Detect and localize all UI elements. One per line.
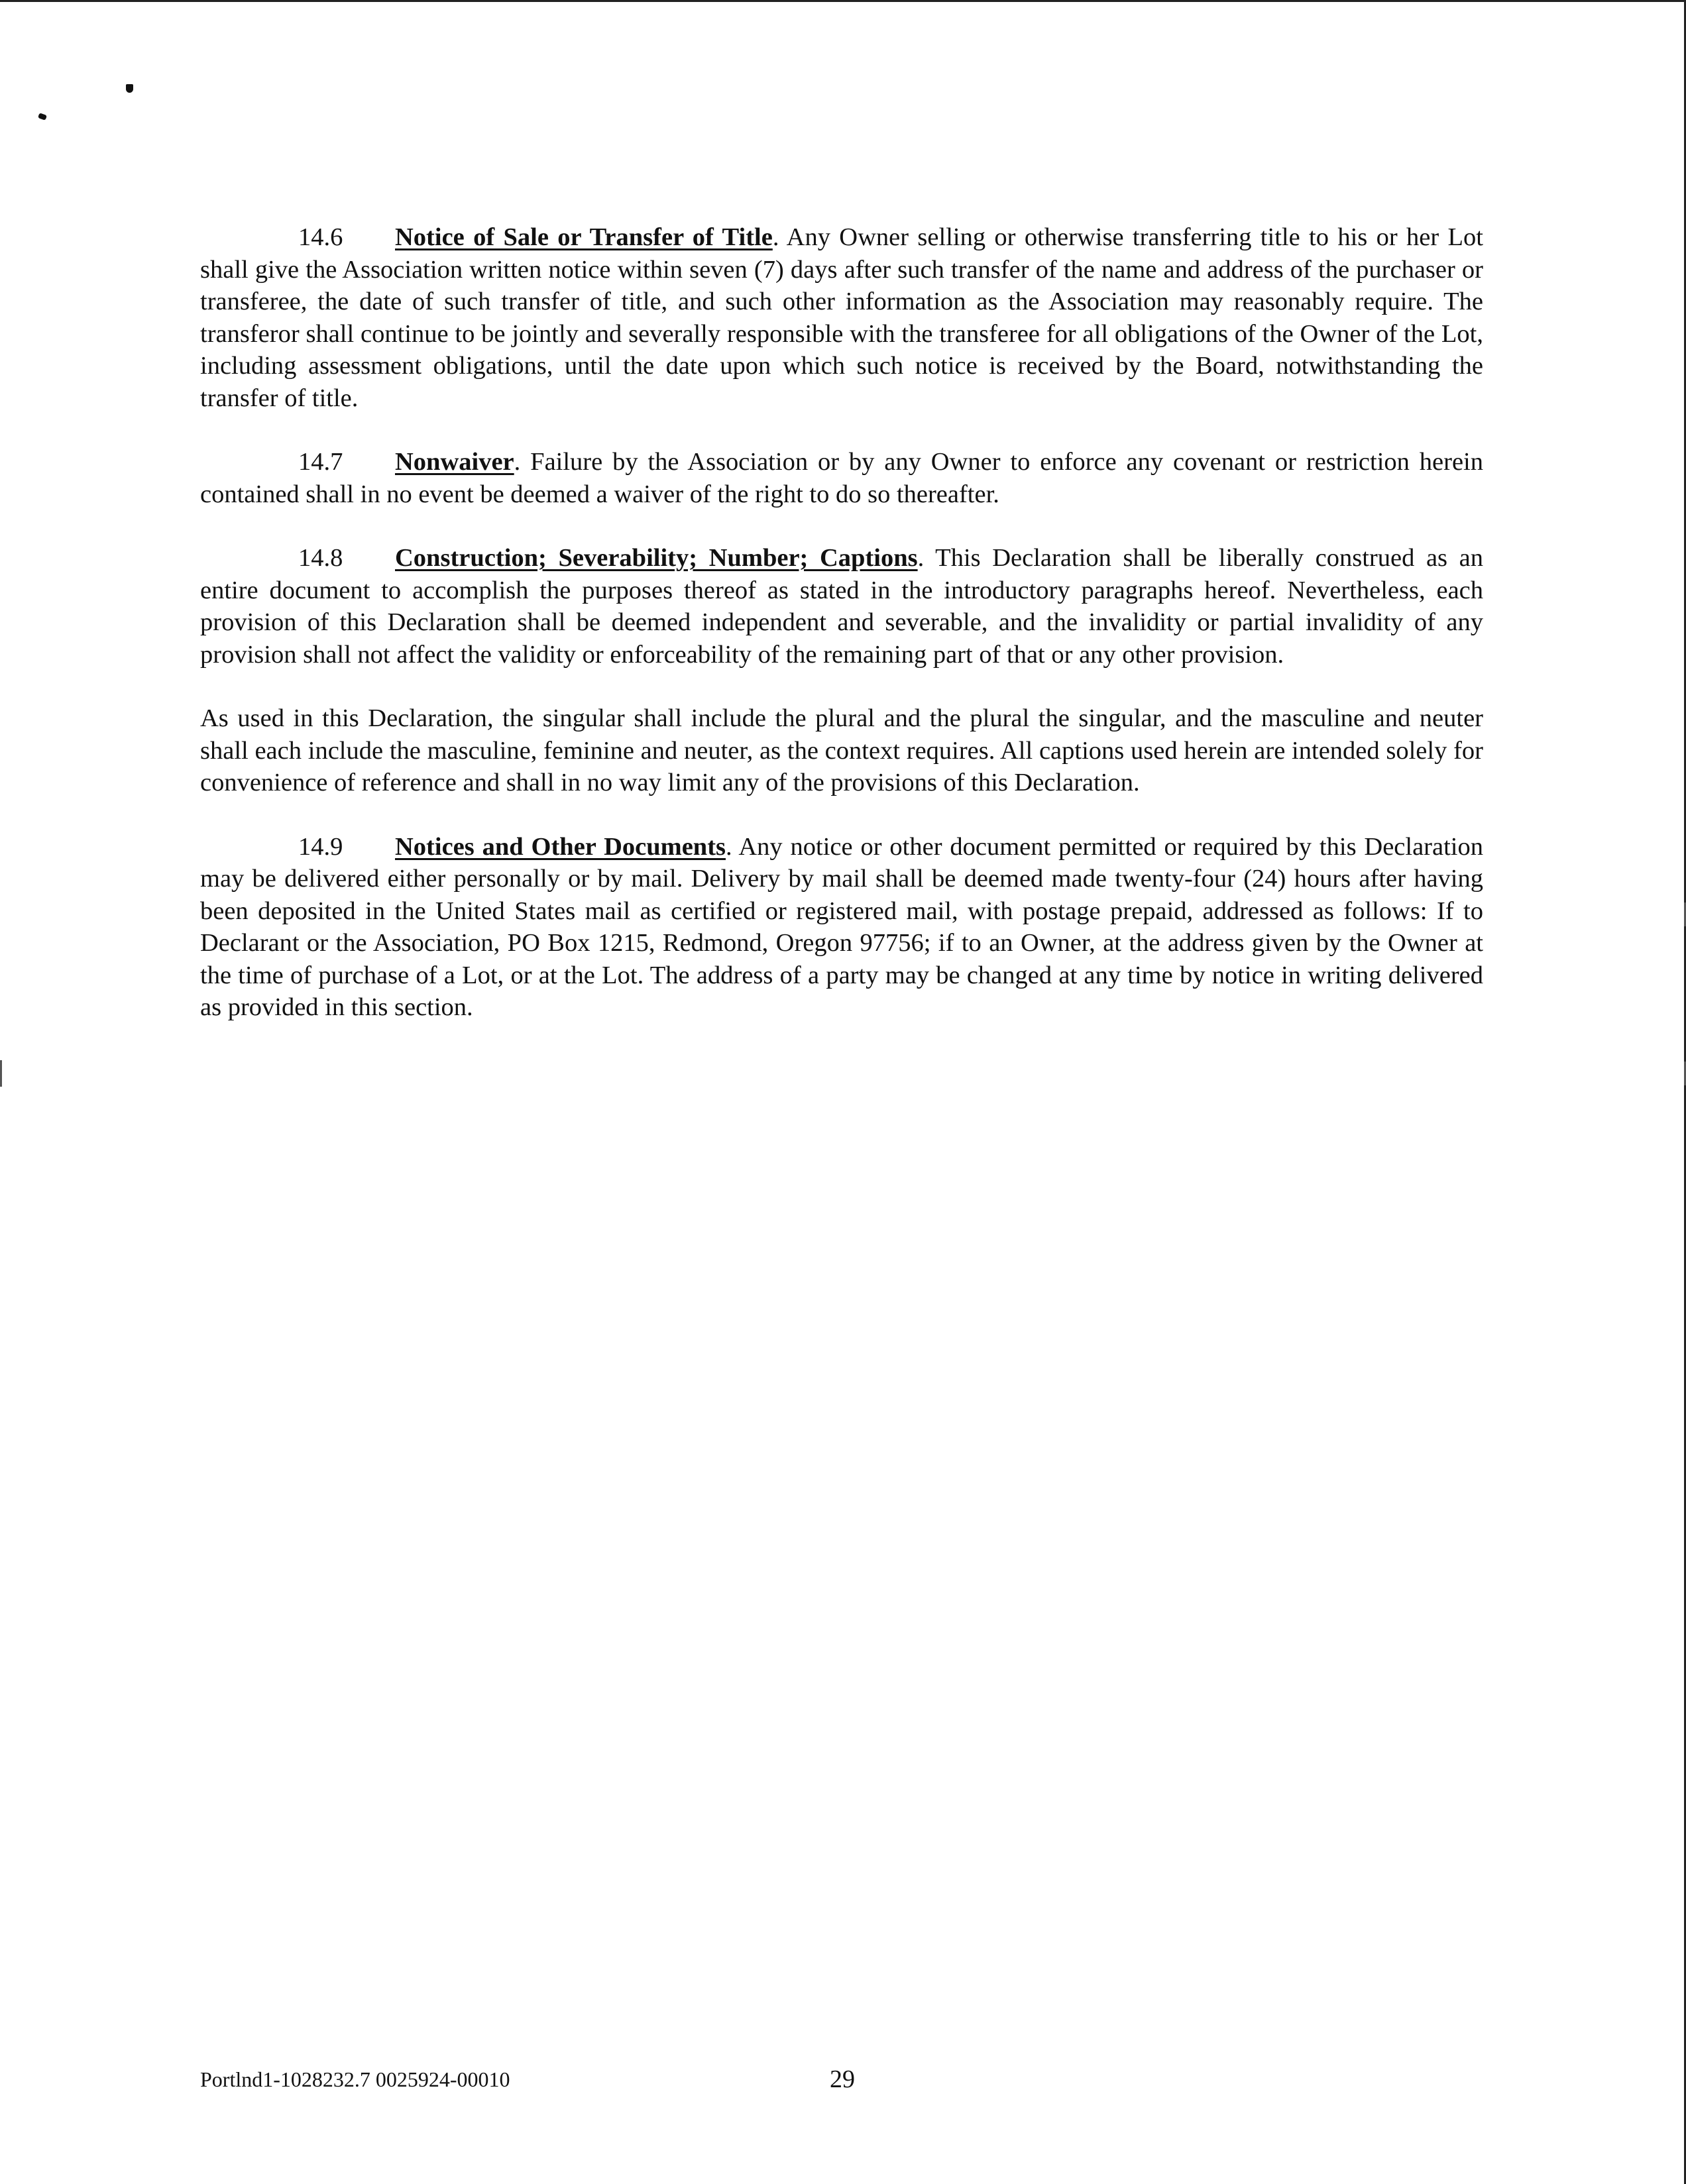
section-number: 14.7 (298, 448, 343, 476)
section-heading: Notices and Other Documents (395, 832, 726, 861)
section-heading: Construction; Severability; Number; Captions (395, 544, 918, 572)
document-body (200, 221, 1483, 1056)
section-14-6 (200, 221, 1483, 414)
section-14-8-continuation (200, 702, 1483, 799)
section-heading: Nonwaiver (395, 448, 514, 476)
section-text: . Any Owner selling or otherwise transferring title to his or her Lot shall give the Association written notice within seven (7) days after such transfer of the name and address of the purchaser or transferee, the date of such transfer of title, and such other information as the Association may reasonably require. The transferor shall continue to be jointly and severally responsible with the transferee for all obligations of the Owner of the Lot, including assessment obligations, until the date upon which such notice is received by the Board, notwithstanding the transfer of title. (200, 223, 1483, 412)
section-number: 14.8 (298, 544, 343, 572)
section-text: As used in this Declaration, the singular shall include the plural and the plural the singular, and the masculine and neuter shall each include the masculine, feminine and neuter, as the context requires. All captions used herein are intended solely for convenience of reference and shall in no way limit any of the provisions of this Declaration. (200, 704, 1483, 796)
edge-tick-mark (0, 1060, 2, 1087)
footer-page-number: 29 (830, 2065, 855, 2093)
section-heading: Notice of Sale or Transfer of Title (395, 223, 773, 251)
section-text: . Failure by the Association or by any Owner to enforce any covenant or restriction herein contained shall in no event be deemed a waiver of the right to do so thereafter. (200, 448, 1483, 508)
section-text: . Any notice or other document permitted or required by this Declaration may be delivered either personally or by mail. Delivery by mail shall be deemed made twenty-four (24) hours after having been deposited in the United States mail as certified or registered mail, with postage prepaid, addressed as follows: If to Declarant or the Association, PO Box 1215, Redmond, Oregon 97756; if to an Owner, at the address given by the Owner at the time of purchase of a Lot, or at the Lot. The address of a party may be changed at any time by notice in writing delivered as provided in this section. (200, 832, 1483, 1021)
section-number: 14.6 (298, 223, 343, 251)
scan-speck-mark (38, 113, 47, 121)
section-14-9 (200, 831, 1483, 1024)
footer-document-id: Portlnd1-1028232.7 0025924-00010 (200, 2067, 510, 2091)
page-border-top (0, 0, 1686, 2)
section-number: 14.9 (298, 832, 343, 861)
section-14-7 (200, 446, 1483, 510)
scan-speck-mark (126, 84, 133, 93)
section-14-8 (200, 542, 1483, 671)
section-text: . This Declaration shall be liberally construed as an entire document to accomplish the purposes thereof as stated in the introductory paragraphs hereof. Nevertheless, each provision of this Declaration shall be deemed independent and severable, and the invalidity or partial invalidity of any provision shall not affect the validity or enforceability of the remaining part of that or any other provision. (200, 544, 1483, 669)
